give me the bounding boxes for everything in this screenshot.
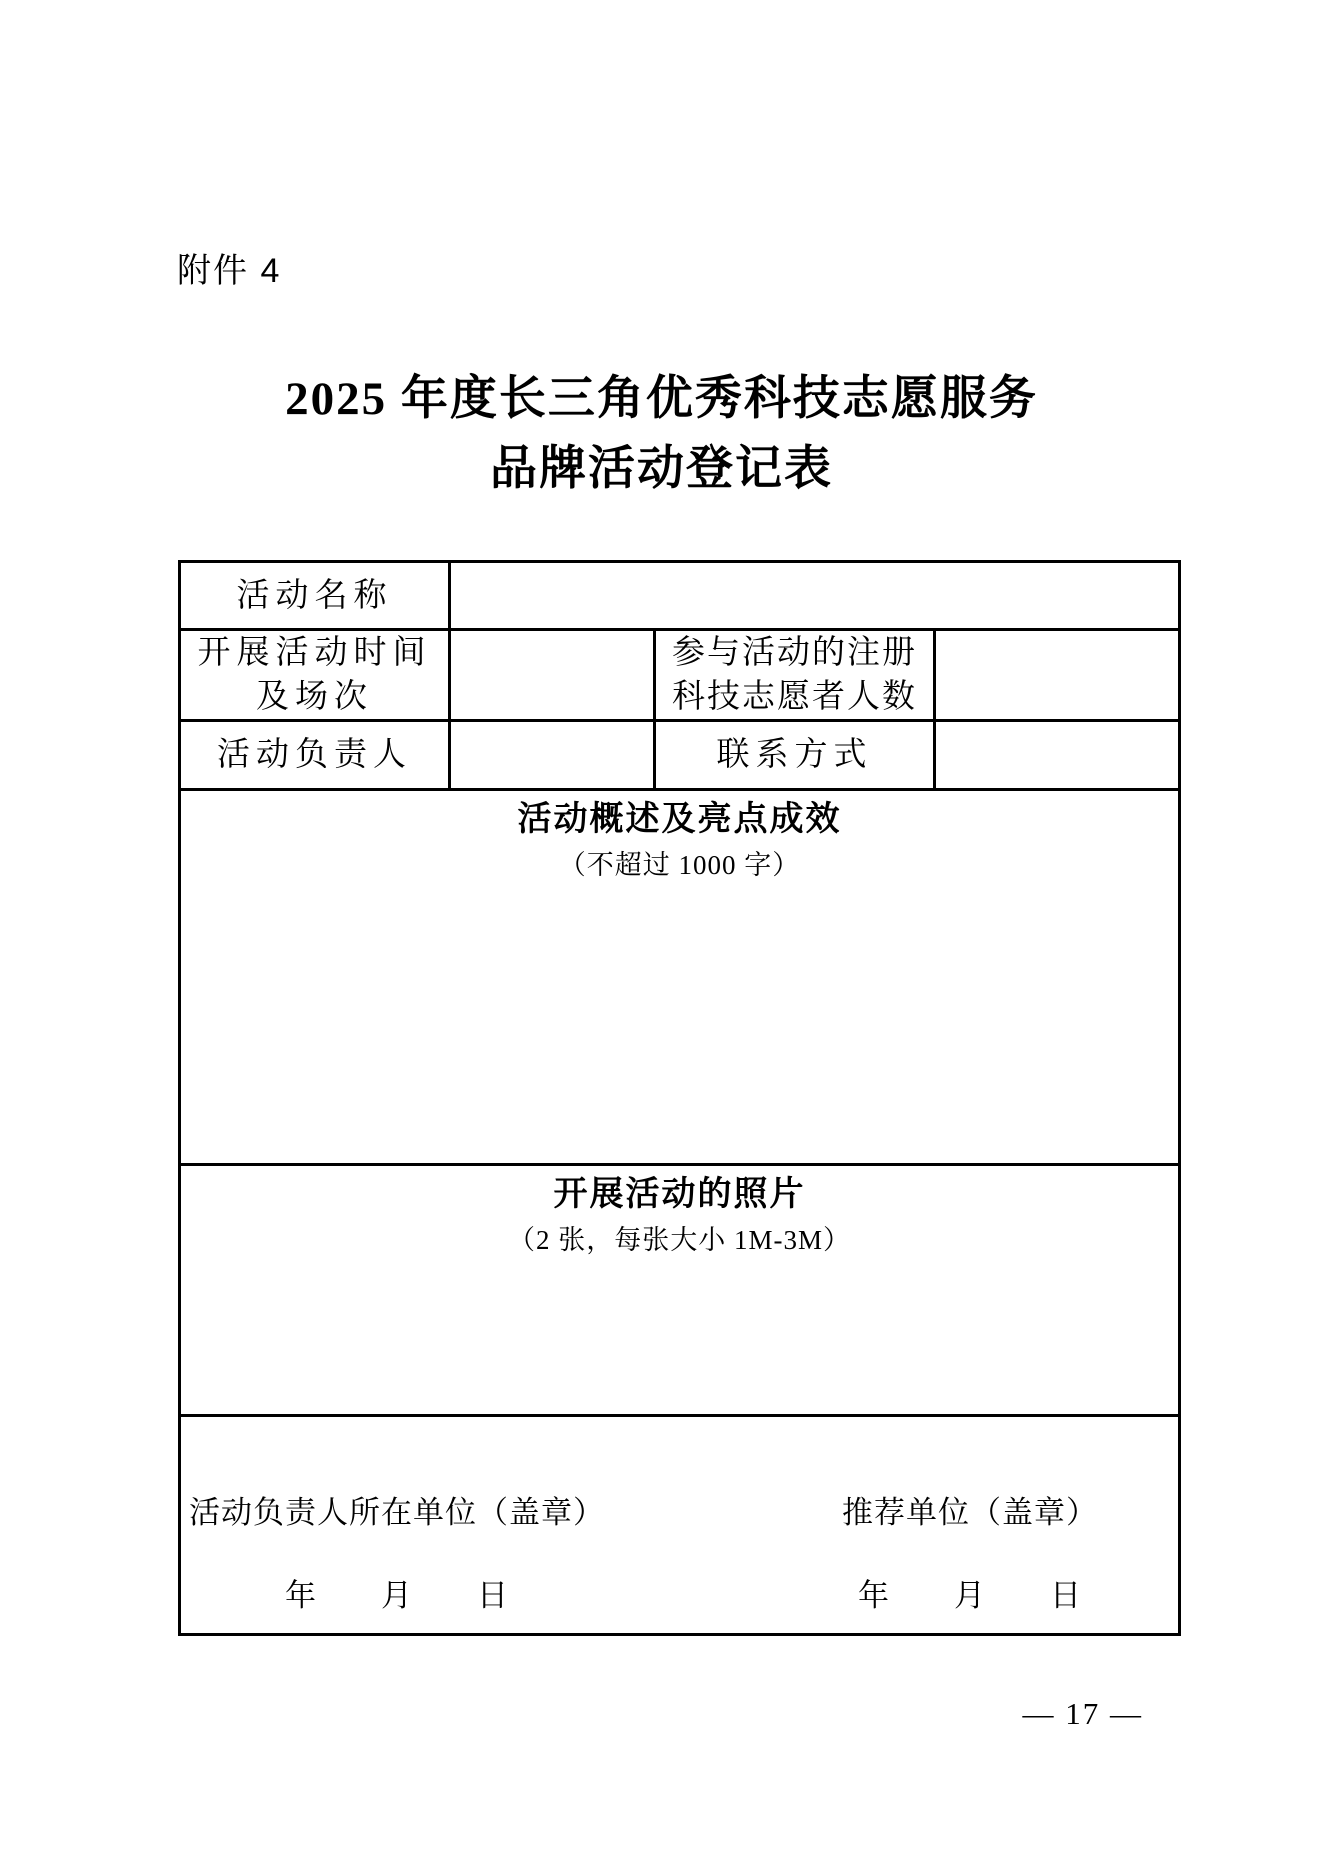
page-number: — 17 — xyxy=(1022,1696,1143,1731)
activity-name-label: 活动名称 xyxy=(180,562,450,630)
overview-note: （不超过 1000 字） xyxy=(558,850,801,880)
leader-unit-seal-label: 活动负责人所在单位（盖章） xyxy=(189,1495,605,1530)
table-row-leader-contact xyxy=(180,721,1180,790)
photos-note: （2 张，每张大小 1M-3M） xyxy=(507,1225,851,1255)
contact-label: 联系方式 xyxy=(655,721,935,790)
table-row-activity-time xyxy=(180,630,1180,721)
signature-block-recommending-unit xyxy=(842,1487,1098,1615)
recommending-unit-date-line: 年 月 日 xyxy=(858,1578,1082,1613)
table-row-photos xyxy=(180,1165,1180,1416)
registered-volunteers-label-line2: 科技志愿者人数 xyxy=(672,679,917,715)
registered-volunteers-label-line1: 参与活动的注册 xyxy=(672,635,917,671)
registered-volunteers-value-cell xyxy=(935,630,1180,721)
signature-block-leader-unit xyxy=(189,1487,605,1615)
activity-time-value-cell xyxy=(450,630,655,721)
activity-name-value-cell xyxy=(450,562,1180,630)
activity-leader-label: 活动负责人 xyxy=(180,721,450,790)
overview-section-cell xyxy=(180,790,1180,1165)
table-row-activity-name xyxy=(180,562,1180,630)
document-title-line2: 品牌活动登记表 xyxy=(490,443,833,495)
table-row-overview xyxy=(180,790,1180,1165)
activity-leader-value-cell xyxy=(450,721,655,790)
recommending-unit-seal-label: 推荐单位（盖章） xyxy=(842,1495,1098,1530)
registered-volunteers-label xyxy=(655,630,935,721)
activity-time-label xyxy=(180,630,450,721)
photos-section-cell xyxy=(180,1165,1180,1416)
overview-heading: 活动概述及亮点成效 xyxy=(517,800,842,838)
table-row-signatures xyxy=(180,1416,1180,1635)
registration-form-table xyxy=(178,560,1181,1636)
document-title-line1: 2025 年度长三角优秀科技志愿服务 xyxy=(285,373,1038,425)
activity-time-label-line2: 及场次 xyxy=(256,679,373,715)
leader-unit-date-line: 年 月 日 xyxy=(285,1578,509,1613)
attachment-label: 附件 4 xyxy=(177,252,282,290)
contact-value-cell xyxy=(935,721,1180,790)
document-title xyxy=(0,364,1323,504)
signatures-section-cell xyxy=(180,1416,1180,1635)
photos-heading: 开展活动的照片 xyxy=(553,1175,806,1213)
activity-time-label-line1: 开展活动时间 xyxy=(197,635,432,671)
